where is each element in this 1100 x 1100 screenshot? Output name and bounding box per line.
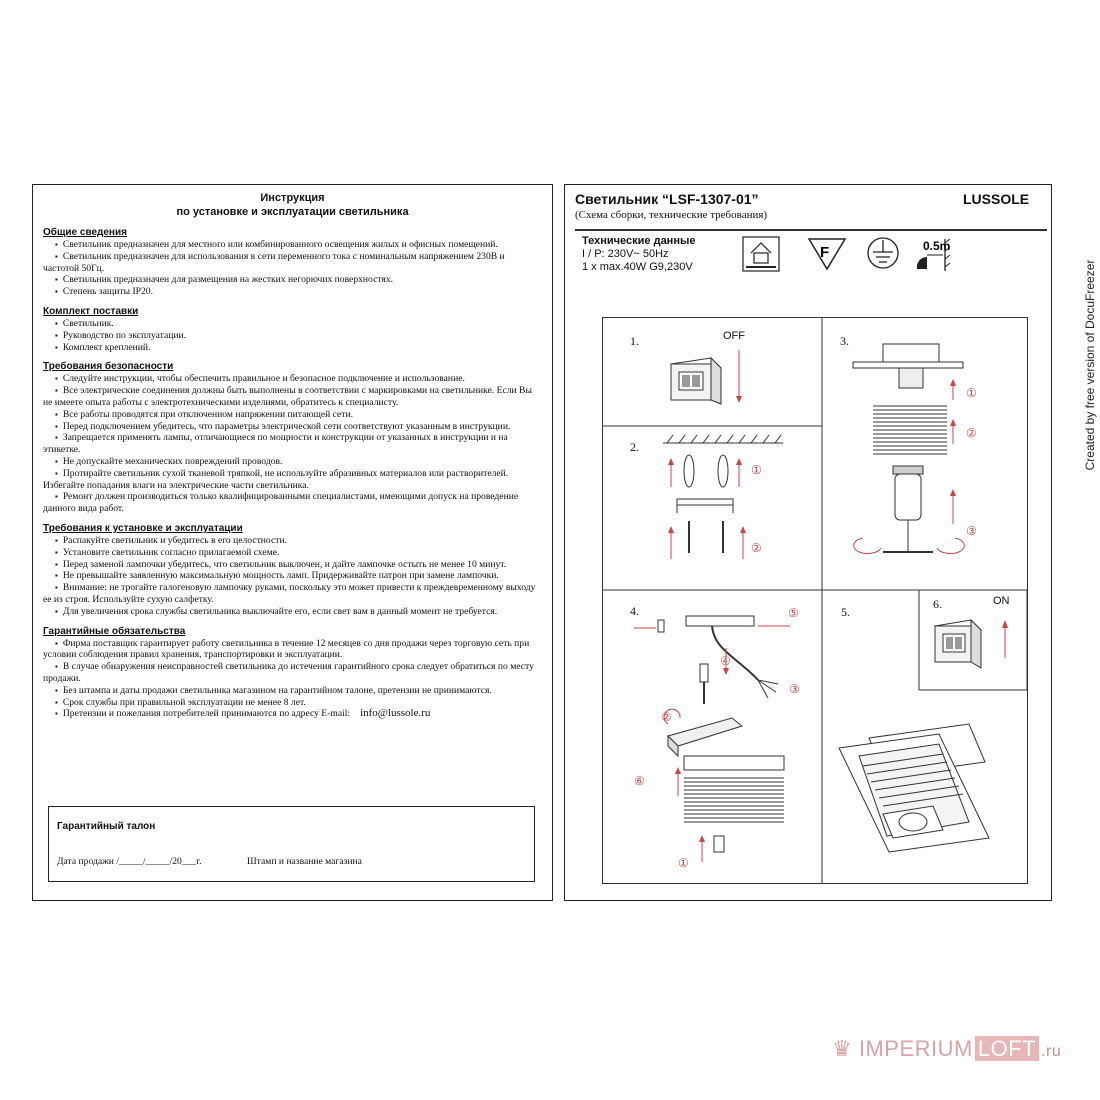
list-item [43,385,542,409]
section-2 [43,361,542,515]
step-3-marker-1: ① [966,386,977,400]
brand-name: LUSSOLE [963,191,1030,207]
list-item [43,491,542,515]
sale-date-field: Дата продажи /_____/_____/20___г. [57,856,202,867]
list-item [43,638,542,662]
switch-off-drawing [663,346,773,426]
section-heading: Требования безопасности [43,361,174,373]
list-item [43,535,542,547]
ground-icon [868,238,898,268]
section-heading: Общие сведения [43,227,127,238]
crown-icon: ♛ [832,1036,853,1061]
list-item-text: Протирайте светильник сухой тканевой тряпкой, не используйте абразивных материалов или растворителей. Избегайте попадания влаги на электрические части светильника. [43,467,509,491]
svg-text:F: F [820,244,830,261]
list-item-text: Распакуйте светильник и убедитесь в его целостности. [62,534,287,546]
list-item [43,468,542,492]
list-item [43,251,542,275]
list-item [43,559,542,571]
docufreezer-note: Created by free version of DocuFreezer [1083,259,1097,471]
list-item [43,330,542,342]
store-stamp-field: Штамп и название магазина [247,856,362,867]
imperiumloft-watermark [832,1036,1061,1062]
section-1 [43,306,542,353]
guarantee-card [48,806,535,882]
watermark-part3: .ru [1041,1043,1062,1060]
step-4-marker-2: ② [661,710,672,724]
email-link[interactable]: info@lussole.ru [360,707,431,720]
list-item-text: Все работы проводятся при отключенном напряжении питающей сети. [62,408,354,420]
step-4-marker-3: ③ [789,682,800,696]
step-4-marker-5: ⑤ [788,606,799,620]
step-4-label: 4. [630,604,639,618]
list-item-text: Претензии и пожелания потребителей принимаются по адресу E-mail: [62,708,351,720]
instruction-panel [32,184,553,901]
section-heading: Комплект поставки [43,305,139,317]
list-item-text: В случае обнаружения неисправностей светильника до истечения гарантийного срока следует обратиться по месту продажи. [43,661,534,684]
guarantee-title: Гарантийный талон [57,821,156,832]
assembly-diagram [602,317,1028,884]
switch-on-drawing [935,612,1025,682]
list-item-text: Степень защиты IP20. [62,286,153,298]
wiring-drawing [628,600,808,870]
tech-data [582,235,696,274]
on-label: ON [993,595,1010,607]
list-item-text: Перед заменой лампочки убедитесь, что светильник выключен, и дайте лампочке остыть не менее 10 минут. [62,558,507,570]
list-item [43,708,542,720]
list-item [43,661,542,685]
list-item [43,547,542,559]
flammable-surface-icon [809,239,845,269]
installed-lamp-drawing [839,718,1019,858]
list-item [43,456,542,468]
list-item-text: Следуйте инструкции, чтобы обеспечить правильное и безопасное подключение и использование. [62,373,465,385]
assembly-panel [564,184,1052,901]
list-item-text: Запрещается применять лампы, отличающиеся по мощности и конструкции от указанных в инструкции и на этикетке. [43,432,508,456]
list-item-text: Не превышайте заявленную максимальную мощность ламп. Придерживайте патрон при замене лампочки. [62,570,499,582]
step-2-marker-2: ② [751,541,762,555]
watermark-part1: IMPERIUM [858,1036,973,1061]
list-item-text: Не допускайте механических повреждений проводов. [62,455,283,467]
instruction-title: Инструкция [260,192,325,204]
step-5-label: 5. [841,605,850,619]
step-4-marker-6: ⑥ [634,774,645,788]
step-3-label: 3. [840,334,849,348]
list-item [43,239,542,251]
list-item-text: Светильник предназначен для использования в сети переменного тока с номинальным напряжением 230В и частотой 50Гц. [43,250,505,274]
section-heading: Требования к установке и эксплуатации [43,522,243,534]
section-list [43,373,542,515]
product-title: Светильник “LSF-1307-01” [575,191,759,207]
certification-icons [743,235,963,275]
product-subtitle: (Схема сборки, технические требования) [575,209,768,221]
section-list [43,239,542,298]
list-item-text: Светильник предназначен для размещения на жестких негорючих поверхностях. [62,274,394,286]
step-3-marker-3: ③ [966,524,977,538]
tech-heading: Технические данные [582,235,696,247]
step-1-label: 1. [630,334,639,348]
instruction-subtitle: по установке и эксплуатации светильника [176,206,409,218]
list-item [43,274,542,286]
distance-0.5m-icon [917,239,951,271]
list-item [43,318,542,330]
distance-label: 0.5m [923,239,951,253]
list-item [43,697,542,709]
mounting-drawing [653,433,813,583]
tech-line-power: I / P: 230V~ 50Hz [582,248,669,260]
instruction-sections [43,227,542,720]
list-item [43,342,542,354]
list-item [43,570,542,582]
section-4 [43,626,542,721]
section-list [43,535,542,618]
list-item-text: Установите светильник согласно прилагаемой схеме. [62,546,280,558]
step-4-marker-4: ④ [720,654,731,668]
step-2-label: 2. [630,440,639,454]
list-item [43,432,542,456]
tech-line-lamp: 1 x max.40W G9,230V [582,261,693,273]
section-0 [43,227,542,298]
list-item [43,606,542,618]
list-item-text: Светильник. [62,317,114,329]
header-divider [575,229,1047,231]
list-item [43,685,542,697]
indoor-house-icon [743,237,779,271]
list-item [43,286,542,298]
list-item-text: Ремонт должен производиться только квалифицированными специалистами, имеющими допуск на проведение данного вида работ. [43,491,519,515]
section-heading: Гарантийные обязательства [43,625,186,637]
step-6-label: 6. [933,597,942,611]
list-item-text: Руководство по эксплуатации. [62,329,187,341]
step-3-marker-2: ② [966,426,977,440]
list-item [43,409,542,421]
lamp-body-drawing [853,344,1013,574]
section-3 [43,523,542,618]
section-list [43,318,542,353]
off-label: OFF [723,330,745,342]
list-item-text: Без штампа и даты продажи светильника магазином на гарантийном талоне, претензии не принимаются. [62,684,492,696]
list-item [43,373,542,385]
list-item-text: Для увеличения срока службы светильника выключайте его, если свет вам в данный момент не требуется. [62,605,498,617]
list-item-text: Фирма поставщик гарантирует работу светильника в течение 12 месяцев со дня продажи через торговую сеть при условии соблюдения правил хранения, транспортировки и эксплуатации. [43,637,530,661]
watermark-part2: LOFT [975,1036,1039,1061]
list-item-text: Светильник предназначен для местного или комбинированного освещения жилых и офисных помещений. [62,239,498,250]
list-item-text: Все электрические соединения должны быть выполнены в соответствии с маркировками на светильнике. Если Вы не имеете опыта работы с электротехническими изделиями, обратитесь к специалисту. [43,385,532,408]
step-2-marker-1: ① [751,463,762,477]
section-list [43,638,542,721]
list-item [43,421,542,433]
list-item-text: Срок службы при правильной эксплуатации не менее 8 лет. [62,696,306,708]
list-item-text: Комплект креплений. [62,341,151,353]
list-item-text: Внимание: не трогайте галогеновую лампочку руками, поскольку это может привести к преждевременному выходу ее из строя. Используйте сухую салфетку. [43,582,536,605]
list-item [43,582,542,606]
step-4-marker-1: ① [678,856,689,870]
list-item-text: Перед подключением убедитесь, что параметры электрической сети соответствуют указанным в инструкции. [62,420,511,432]
